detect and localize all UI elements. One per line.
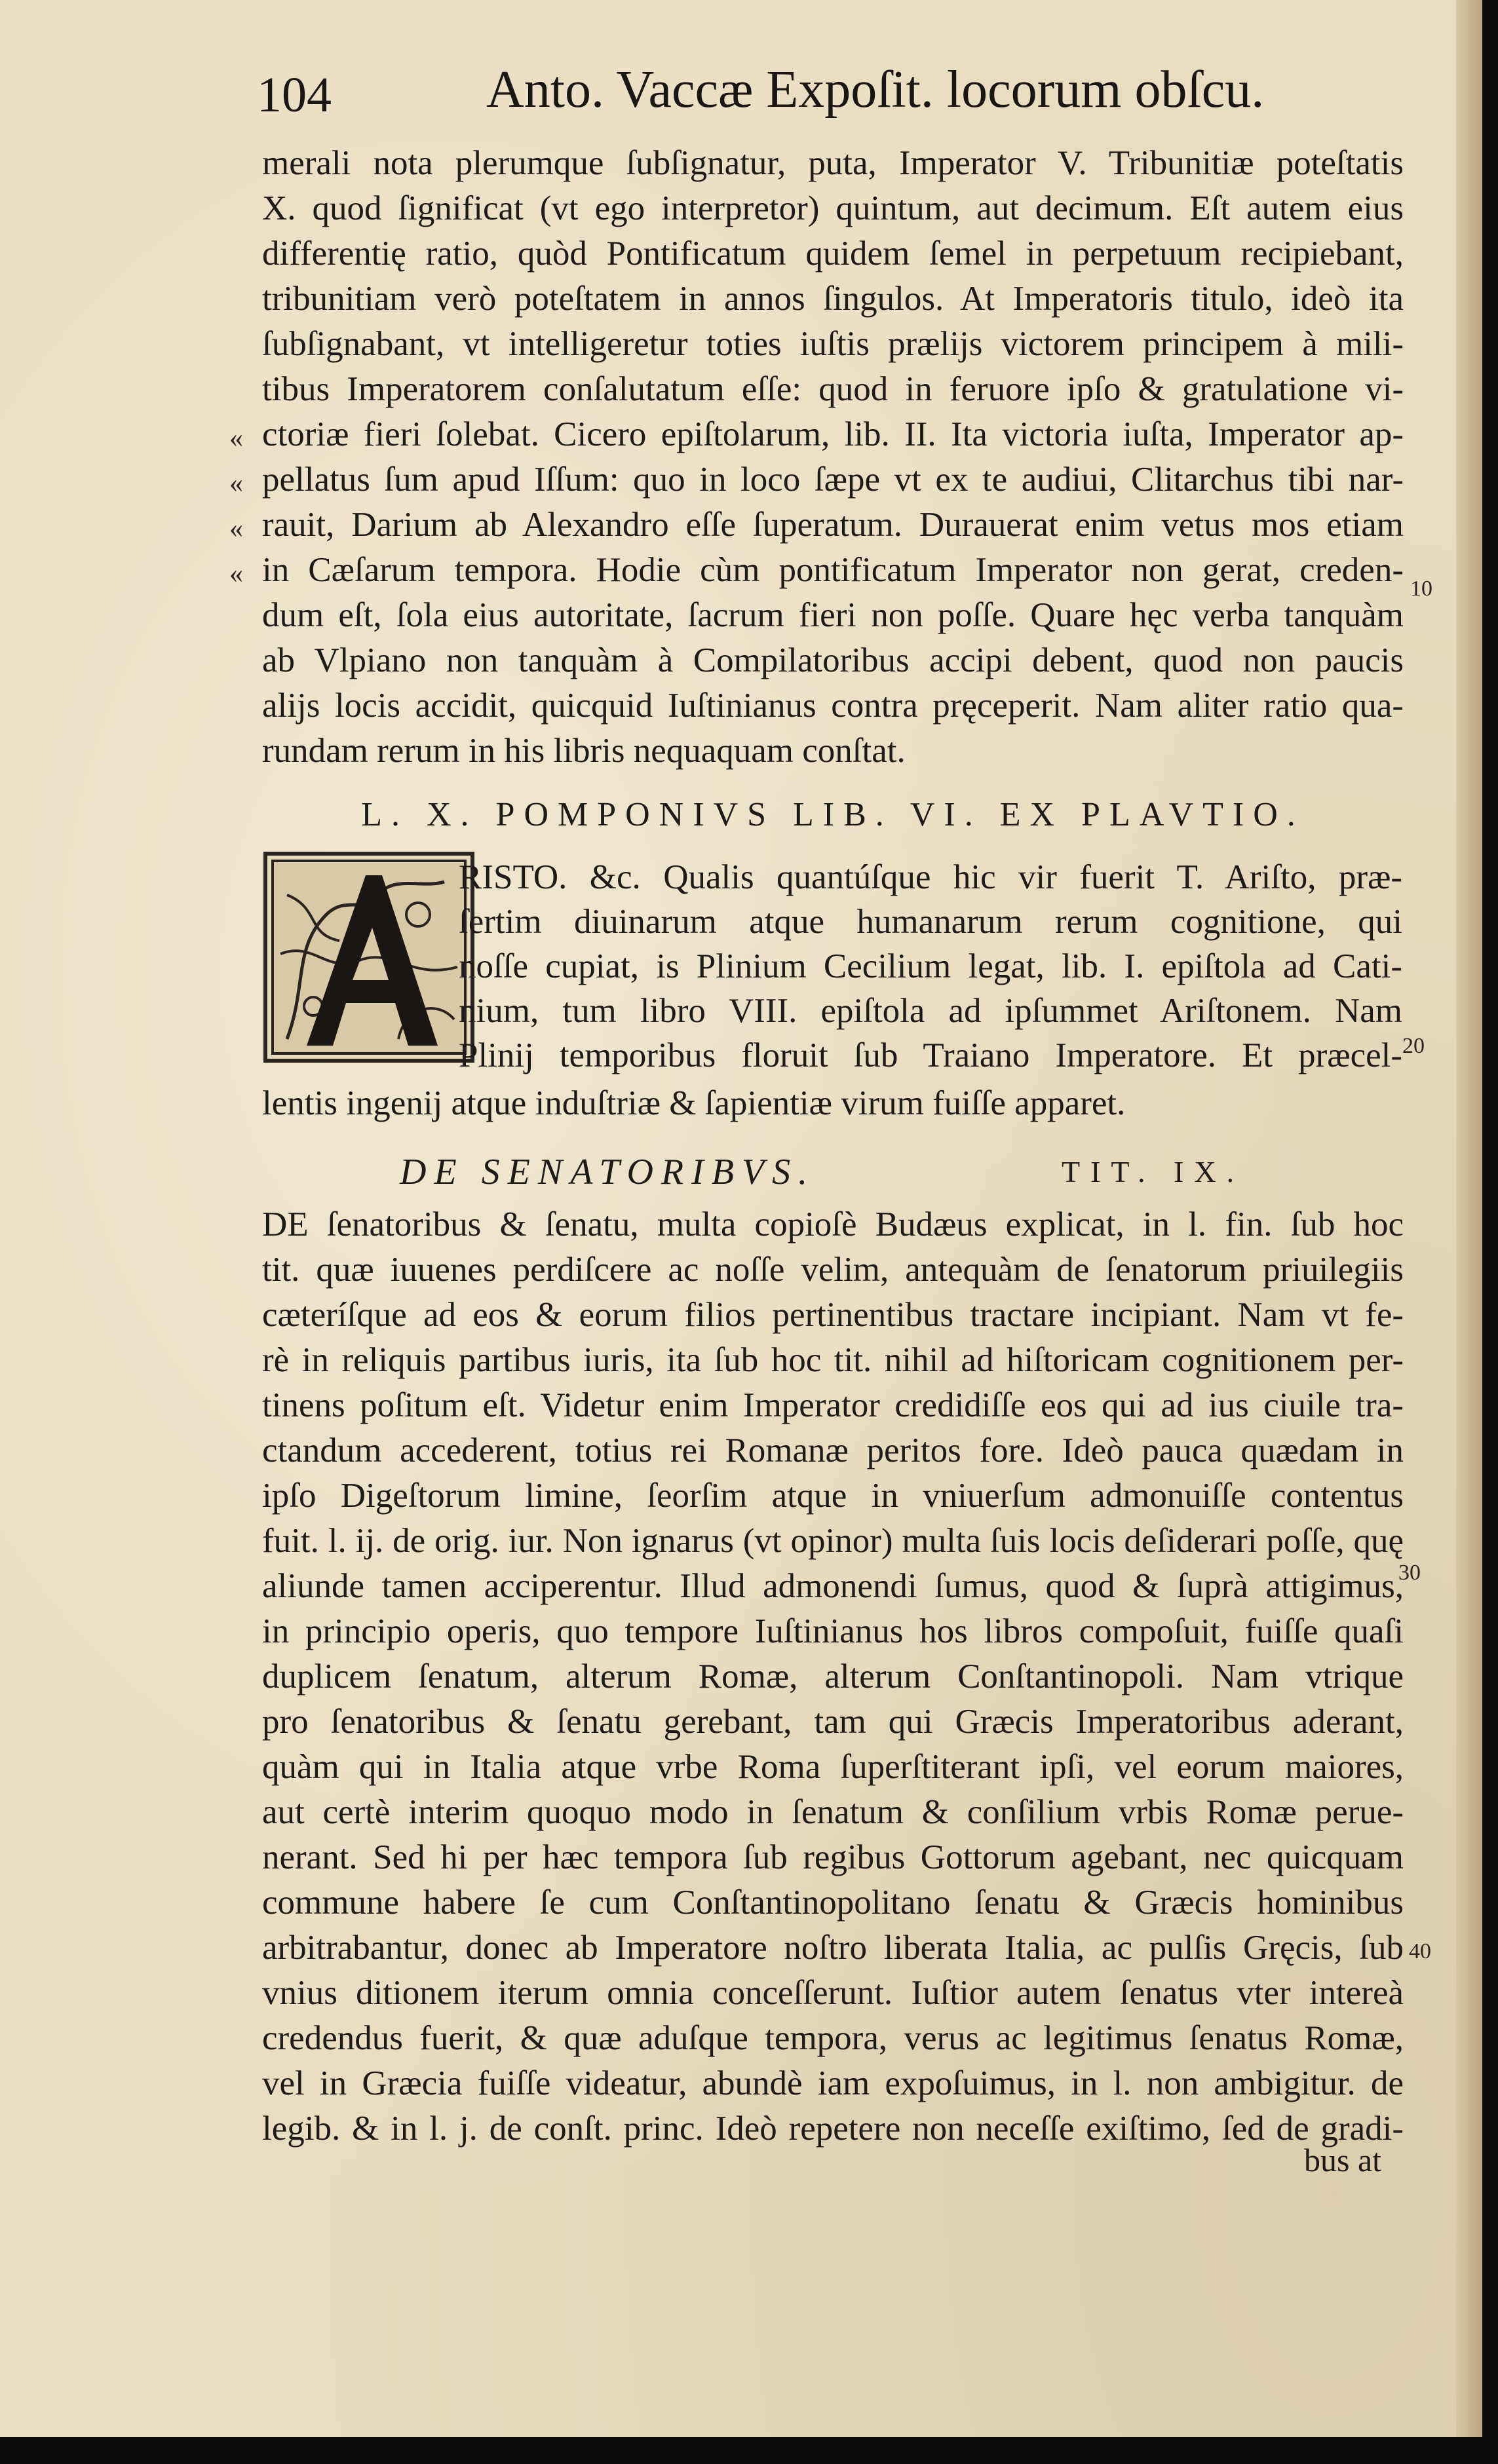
- text-line: ſertim diuinarum atque humanarum rerum cognitione, qui: [459, 903, 1402, 941]
- text-line: merali nota plerumque ſubſignatur, puta, Imperator V. Tribunitiæ poteſtatis: [262, 144, 1404, 182]
- text-line: pro ſenatoribus & ſenatu gerebant, tam qui Græcis Imperatoribus aderant,: [262, 1703, 1404, 1741]
- text-line: in principio operis, quo tempore Iuſtinianus hos libros compoſuit, fuiſſe quaſi: [262, 1612, 1404, 1650]
- text-line: X. quod ſignificat (vt ego interpretor) quintum, aut decimum. Eſt autem eius: [262, 189, 1404, 227]
- text-line: RISTO. &c. Qualis quantúſque hic vir fuerit T. Ariſto, præ-: [459, 858, 1402, 896]
- text-line: differentię ratio, quòd Pontificatum quidem ſemel in perpetuum recipiebant,: [262, 235, 1404, 273]
- text-line: rundam rerum in his libris nequaquam conſtat.: [262, 732, 906, 770]
- text-line: ctandum accederent, totius rei Romanæ peritos fore. Ideò pauca quædam in: [262, 1431, 1404, 1469]
- text-line: alijs locis accidit, quicquid Iuſtinianus contra pręceperit. Nam aliter ratio qua-: [262, 687, 1404, 725]
- text-line: Plinij temporibus floruit ſub Traiano Imperatore. Et præcel-: [459, 1036, 1402, 1074]
- text-line: ctoriæ fieri ſolebat. Cicero epiſtolarum, lib. II. Ita victoria iuſta, Imperator ap-: [262, 415, 1404, 453]
- quote-mark: «: [229, 468, 243, 499]
- text-line: aliunde tamen acciperentur. Illud admonendi ſumus, quod & ſuprà attigimus,: [262, 1567, 1404, 1605]
- quote-mark: «: [229, 514, 243, 544]
- text-line: cæteríſque ad eos & eorum filios pertinentibus tractare incipiant. Nam vt fe-: [262, 1296, 1404, 1334]
- margin-line-number: 30: [1398, 1561, 1421, 1585]
- text-line: aut certè interim quoquo modo in ſenatum & conſilium vrbis Romæ perue-: [262, 1793, 1404, 1831]
- margin-line-number: 40: [1409, 1939, 1431, 1963]
- text-line: dum eſt, ſola eius autoritate, ſacrum fieri non poſſe. Quare hęc verba tanquàm: [262, 596, 1404, 634]
- text-line: tit. quæ iuuenes perdiſcere ac noſſe velim, antequàm de ſenatorum priuilegiis: [262, 1251, 1404, 1289]
- text-line: pellatus ſum apud Iſſum: quo in loco ſæpe vt ex te audiui, Clitarchus tibi nar-: [262, 461, 1404, 499]
- text-line: vel in Græcia fuiſſe videatur, abundè iam expoſuimus, in l. non ambigitur. de: [262, 2064, 1404, 2102]
- text-line: quàm qui in Italia atque vrbe Roma ſuperſtiterant ipſi, vel eorum maiores,: [262, 1748, 1404, 1786]
- page-header: [257, 60, 1410, 139]
- text-line: commune habere ſe cum Conſtantinopolitano ſenatu & Græcis hominibus: [262, 1884, 1404, 1922]
- decorated-initial: [263, 852, 474, 1063]
- text-line: in Cæſarum tempora. Hodie cùm pontificatum Imperator non gerat, creden-: [262, 551, 1404, 589]
- text-line: lentis ingenij atque induſtriæ & ſapientiæ virum fuiſſe apparet.: [262, 1084, 1126, 1122]
- catchword: bus at: [1304, 2142, 1382, 2178]
- text-line: duplicem ſenatum, alterum Romæ, alterum Conſtantinopoli. Nam vtrique: [262, 1658, 1404, 1696]
- text-line: arbitrabantur, donec ab Imperatore noſtro liberata Italia, ac pulſis Gręcis, ſub: [262, 1929, 1404, 1967]
- text-line: legib. & in l. j. de conſt. princ. Ideò repetere non neceſſe exiſtimo, ſed de gradi-: [262, 2110, 1404, 2148]
- text-line: fuit. l. ij. de orig. iur. Non ignarus (vt opinor) multa ſuis locis deſiderari poſſe, quę: [262, 1522, 1404, 1560]
- text-line: rauit, Darium ab Alexandro eſſe ſuperatum. Durauerat enim vetus mos etiam: [262, 506, 1404, 544]
- initial-a-icon: [267, 856, 471, 1059]
- page-gutter: [1456, 0, 1482, 2437]
- text-line: credendus fuerit, & quæ aduſque tempora, verus ac legitimus ſenatus Romæ,: [262, 2019, 1404, 2057]
- page-number: 104: [257, 67, 332, 123]
- text-line: ab Vlpiano non tanquàm à Compilatoribus accipi debent, quod non paucis: [262, 641, 1404, 679]
- text-line: DE ſenatoribus & ſenatu, multa copioſè Budæus explicat, in l. fin. ſub hoc: [262, 1205, 1404, 1243]
- quote-mark: «: [229, 559, 243, 589]
- title-name: DE SENATORIBVS.: [400, 1152, 816, 1192]
- text-line: nerant. Sed hi per hæc tempora ſub regibus Gottorum agebant, nec quicquam: [262, 1838, 1404, 1876]
- text-line: vnius ditionem iterum omnia conceſſerunt. Iuſtior autem ſenatus vter intereà: [262, 1974, 1404, 2012]
- law-heading: L. X. POMPONIVS LIB. VI. EX PLAVTIO.: [361, 796, 1305, 833]
- margin-line-number: 10: [1410, 577, 1432, 601]
- title-heading: [262, 1147, 1404, 1198]
- text-line: tinens poſitum eſt. Videtur enim Imperator credidiſſe eos qui ad ius ciuile tra-: [262, 1386, 1404, 1424]
- running-head: Anto. Vaccæ Expoſit. locorum obſcu.: [486, 61, 1265, 119]
- text-line: ipſo Digeſtorum limine, ſeorſim atque in vniuerſum admonuiſſe contentus: [262, 1477, 1404, 1515]
- quote-mark: «: [229, 423, 243, 453]
- text-line: nium, tum libro VIII. epiſtola ad ipſummet Ariſtonem. Nam: [459, 992, 1402, 1030]
- text-line: tribunitiam verò poteſtatem in annos ſingulos. At Imperatoris titulo, ideò ita: [262, 280, 1404, 318]
- text-line: noſſe cupiat, is Plinium Cecilium legat, lib. I. epiſtola ad Cati-: [459, 947, 1402, 985]
- text-line: ſubſignabant, vt intelligeretur toties iuſtis prælijs victorem principem à mili-: [262, 325, 1404, 363]
- title-number: TIT. IX.: [1062, 1155, 1245, 1188]
- text-line: rè in reliquis partibus iuris, ita ſub hoc tit. nihil ad hiſtoricam cognitionem per-: [262, 1341, 1404, 1379]
- text-line: tibus Imperatorem conſalutatum eſſe: quod in feruore ipſo & gratulatione vi-: [262, 370, 1404, 408]
- margin-line-number: 20: [1402, 1034, 1425, 1058]
